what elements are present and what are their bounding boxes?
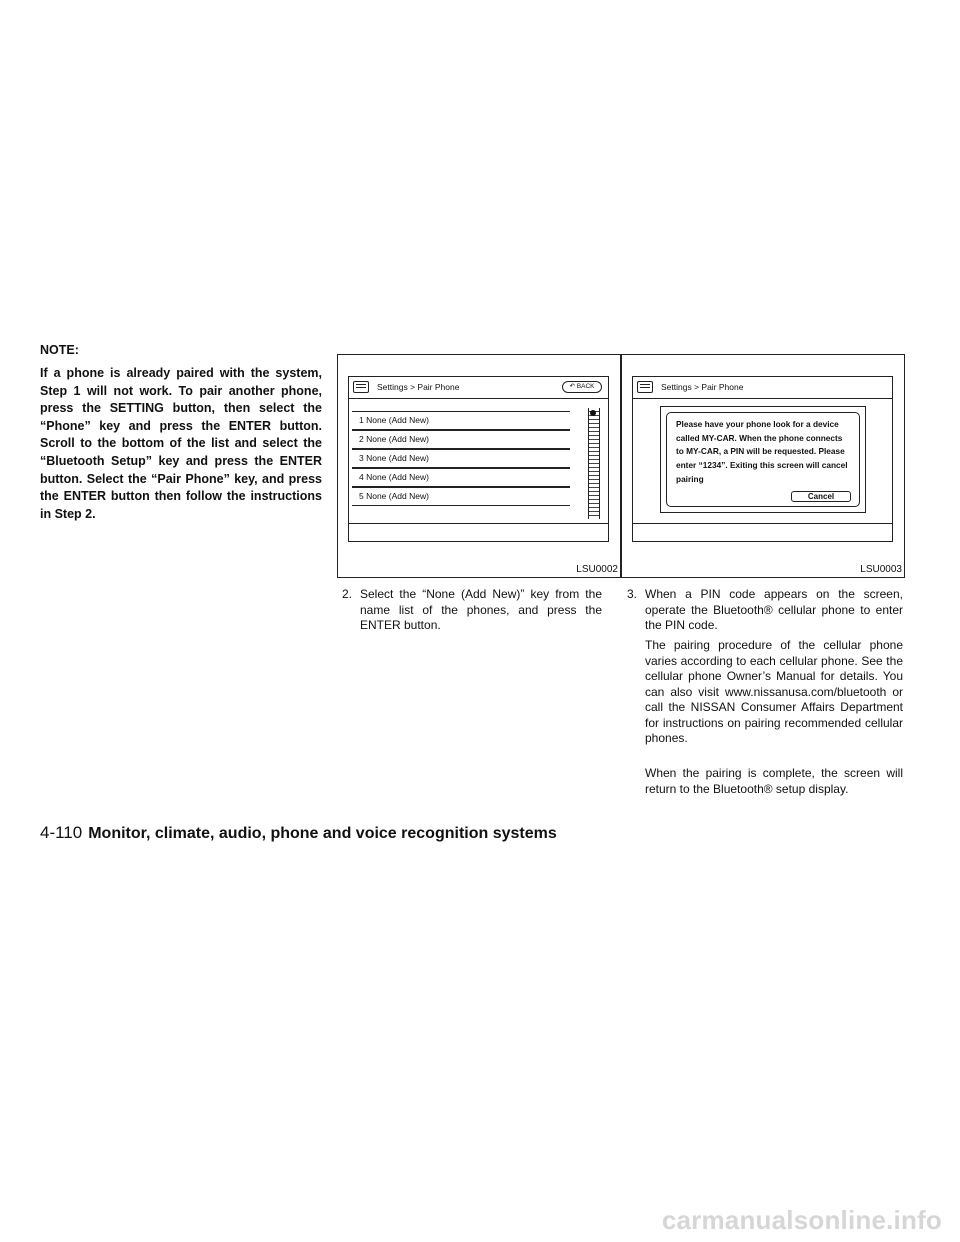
back-button[interactable]: ↶ BACK bbox=[562, 381, 602, 393]
pairing-dialog-box bbox=[666, 412, 860, 507]
screen-pair-phone-list bbox=[348, 376, 609, 542]
step-text: When a PIN code appears on the screen, operate the Bluetooth® cellular phone to enter the PIN code. bbox=[645, 587, 903, 632]
breadcrumb: Settings > Pair Phone bbox=[377, 382, 460, 392]
screen-divider bbox=[349, 523, 608, 524]
settings-menu-icon bbox=[353, 381, 369, 393]
list-item-phone-1[interactable]: 1 None (Add New) bbox=[352, 411, 570, 430]
figure-pin-dialog bbox=[621, 354, 905, 578]
list-item-phone-4[interactable]: 4 None (Add New) bbox=[352, 468, 570, 487]
list-item-phone-5[interactable]: 5 None (Add New) bbox=[352, 487, 570, 506]
chapter-title: Monitor, climate, audio, phone and voice recognition systems bbox=[88, 825, 557, 842]
step-3-paragraph-1: The pairing procedure of the cellular phone varies according to each cellular phone. See the cellular phone Owner’s Manual for details. You can also visit www.nissanusa.com/bluetooth or call the NISSAN Consumer Affairs Department for instructions on pairing recommended cellular phones. bbox=[645, 638, 903, 745]
breadcrumb: Settings > Pair Phone bbox=[661, 382, 744, 392]
step-2 bbox=[342, 587, 602, 634]
list-item-phone-2[interactable]: 2 None (Add New) bbox=[352, 430, 570, 449]
list-item-phone-3[interactable]: 3 None (Add New) bbox=[352, 449, 570, 468]
step-number: 2. bbox=[342, 587, 353, 601]
page-number: 4-110 bbox=[40, 823, 83, 842]
note-section bbox=[40, 343, 322, 523]
screen-header bbox=[633, 377, 892, 399]
pairing-dialog bbox=[660, 406, 866, 513]
settings-menu-icon bbox=[637, 381, 653, 393]
watermark: carmanualsonline.info bbox=[661, 1205, 942, 1235]
step-3-paragraph-2: When the pairing is complete, the screen will return to the Bluetooth® setup display. bbox=[645, 766, 903, 796]
figure-pair-phone-list bbox=[337, 354, 621, 578]
figure-label: LSU0003 bbox=[860, 564, 902, 575]
screen-pin-dialog bbox=[632, 376, 893, 542]
note-title: NOTE: bbox=[40, 343, 79, 357]
figure-label: LSU0002 bbox=[576, 564, 618, 575]
scrollbar[interactable] bbox=[588, 408, 600, 519]
back-label: BACK bbox=[576, 383, 595, 390]
cancel-button[interactable]: Cancel bbox=[791, 491, 851, 502]
step-3 bbox=[627, 587, 903, 634]
page-footer bbox=[40, 823, 557, 843]
screen-divider bbox=[633, 523, 892, 524]
pairing-dialog-message: Please have your phone look for a device called MY-CAR. When the phone connects to MY-CAR, a PIN will be requested. Please enter “1234”. Exiting this screen will cancel pairing bbox=[676, 419, 848, 484]
screen-header bbox=[349, 377, 608, 399]
note-body: If a phone is already paired with the system, Step 1 will not work. To pair another phone, press the SETTING button, then select the “Phone” key and press the ENTER button. Scroll to the bottom of the list and select the “Bluetooth Setup” key and press the ENTER button. Select the “Pair Phone” key, and press the ENTER button then follow the instructions in Step 2. bbox=[40, 366, 322, 521]
step-number: 3. bbox=[627, 587, 638, 601]
scroll-knob[interactable] bbox=[590, 410, 596, 416]
step-text: Select the “None (Add New)” key from the name list of the phones, and press the ENTER button. bbox=[360, 587, 602, 632]
